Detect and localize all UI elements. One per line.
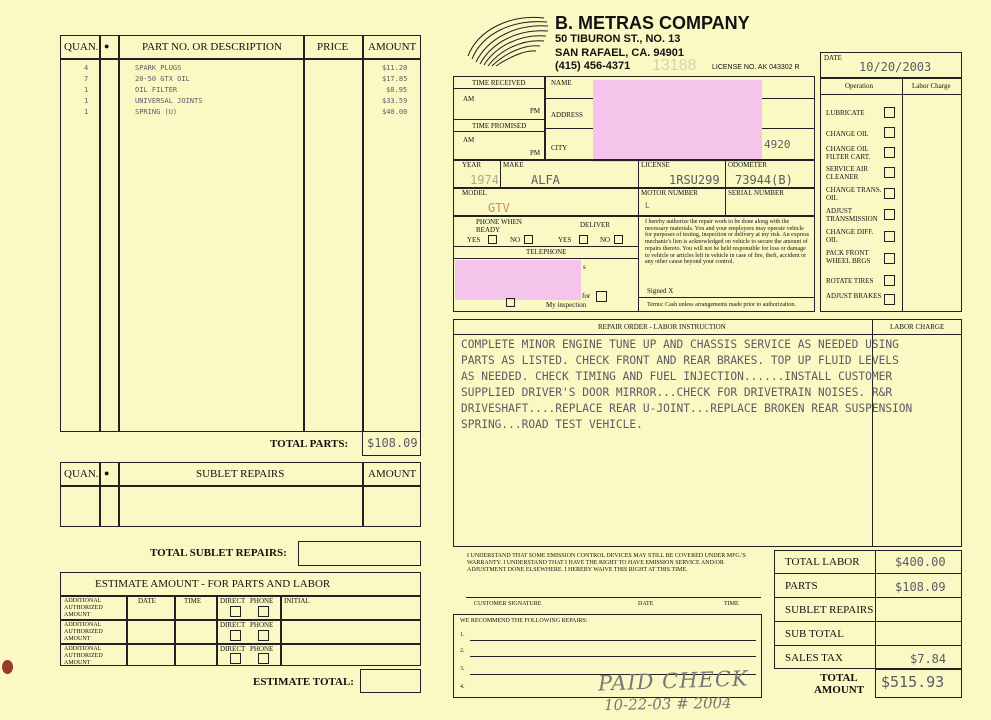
telephone-label: TELEPHONE [526,248,567,256]
model-value: GTV [488,201,510,215]
estimate-row-2-label: ADDITIONAL AUTHORIZED AMOUNT [64,622,103,642]
time-promised-am: AM [463,136,475,144]
make-value: ALFA [531,173,560,187]
repair-line-6: SPRING...ROAD TEST VEHICLE. [461,418,643,431]
estimate-row-3-label: ADDITIONAL AUTHORIZED AMOUNT [64,646,103,666]
make-label: MAKE [503,161,524,169]
repair-labor-charge-header: LABOR CHARGE [890,323,945,331]
deliver-label: DELIVER [580,221,610,229]
estimate-direct-checkbox-3[interactable] [230,653,241,664]
total-parts-value: $108.09 [367,436,418,450]
year-value: 1974 [470,173,499,187]
recommend-4: 4. [460,684,465,690]
signature-time-label: TIME [724,601,739,607]
estimate-direct-3: DIRECT [220,645,246,653]
sublet-header-dot: ● [104,468,110,478]
total-amount-value: $515.93 [881,673,945,691]
phone-yes-checkbox[interactable] [488,235,497,244]
second-checkbox[interactable] [506,298,515,307]
phone-no-label: NO [510,236,521,244]
estimate-total-box [360,669,421,693]
time-received-pm: PM [530,107,541,115]
estimate-total-label: ESTIMATE TOTAL: [253,676,354,688]
operation-change-oil: CHANGE OIL [826,130,869,138]
operation-diff-oil-checkbox[interactable] [884,231,895,242]
motor-number-value: L [645,201,650,210]
operation-air-cleaner-checkbox[interactable] [884,167,895,178]
emission-text: I UNDERSTAND THAT SOME EMISSION CONTROL DEVICES MAY STILL BE COVERED UNDER MFG.'S WARRANTY. I UNDERSTAND THAT I HAVE THE RIGHT TO HAVE EMISSION SERVICE AND/OR ADJUSTMENT DONE ELSEWHERE. I HEREBY WAIVE THIS RIGHT AT THIS TIME. [467,553,746,573]
operation-adjust-trans: ADJUST TRANSMISSION [826,207,878,223]
estimate-phone-1: PHONE [250,597,274,605]
my-inspection-label: My inspection [546,301,587,309]
repair-line-3: AS NEEDED. CHECK TIMING AND FUEL INJECTION......INSTALL CUSTOMER [461,370,893,383]
parts-table [60,35,421,432]
motor-number-label: MOTOR NUMBER [641,189,698,197]
deliver-no-checkbox[interactable] [614,235,623,244]
address-label: ADDRESS [551,111,583,119]
city-label: CITY [551,144,568,152]
redacted-telephone [455,260,581,300]
invoice-number: 13188 [652,57,697,74]
operation-trans-oil-checkbox[interactable] [884,188,895,199]
date-value: 10/20/2003 [859,60,932,74]
estimate-time-header: TIME [184,597,202,605]
year-label: YEAR [462,161,482,169]
total-amount-label: TOTAL AMOUNT [813,672,865,697]
city-value: 4920 [764,138,791,151]
parts-header-desc: PART NO. OR DESCRIPTION [142,41,282,53]
handwritten-paid-check: PAID CHECK [597,666,750,696]
operation-oil-filter: CHANGE OIL FILTER CART. [826,145,871,161]
estimate-direct-2: DIRECT [220,621,246,629]
operation-adjust-brakes: ADJUST BRAKES [826,292,882,300]
date-label: DATE [824,54,842,62]
sales-tax-value: $7.84 [910,652,947,666]
operation-air-cleaner: SERVICE AIR CLEANER [826,165,869,181]
operation-trans-oil: CHANGE TRANS. OIL [826,186,882,202]
parts-row-1-quan: 7 [84,75,89,83]
repair-order-header: REPAIR ORDER - LABOR INSTRUCTION [598,323,726,331]
total-sublet-box [298,541,421,566]
totals-sublet-label: SUBLET REPAIRS [785,604,874,616]
parts-header-amount: AMOUNT [368,41,417,53]
telephone-fragment: s [583,263,586,271]
recommend-title: WE RECOMMEND THE FOLLOWING REPAIRS: [460,618,588,624]
parts-row-2-desc: OIL FILTER [135,86,178,94]
terms-text: Terms: Cash unless arrangements made prior to authorization. [647,302,796,308]
repair-line-1: COMPLETE MINOR ENGINE TUNE UP AND CHASSIS SERVICE AS NEEDED USING [461,338,899,351]
sublet-header-desc: SUBLET REPAIRS [196,468,285,480]
parts-row-4-desc: SPRING (U) [135,108,178,116]
parts-row-3-desc: UNIVERSAL JOINTS [135,97,203,105]
operation-adjust-brakes-checkbox[interactable] [884,294,895,305]
operation-change-oil-checkbox[interactable] [884,127,895,138]
operation-diff-oil: CHANGE DIFF. OIL [826,228,874,244]
estimate-phone-checkbox-1[interactable] [258,606,269,617]
estimate-initial-header: INITIAL [284,597,310,605]
handwritten-date-check: 10-22-03 # 2004 [603,693,732,715]
time-promised-pm: PM [530,149,541,157]
shop-license: LICENSE NO. AK 043302 R [712,64,800,71]
signed-label: Signed X [647,287,674,295]
total-labor-label: TOTAL LABOR [785,556,860,568]
parts-row-0-amount: $11.20 [382,64,408,72]
operation-rotate-tires-checkbox[interactable] [884,275,895,286]
deliver-yes-checkbox[interactable] [579,235,588,244]
subtotal-label: SUB TOTAL [785,628,844,640]
parts-row-4-quan: 1 [84,108,89,116]
odometer-value: 73944(B) [735,173,793,187]
time-received-label: TIME RECEIVED [472,79,526,87]
company-logo-icon [462,14,552,74]
repair-line-2: PARTS AS LISTED. CHECK FRONT AND REAR BRAKES. TOP UP FLUID LEVELS [461,354,899,367]
parts-header-dot: ● [104,41,110,51]
parts-row-1-desc: 20-50 GTX OIL [135,75,190,83]
parts-row-2-quan: 1 [84,86,89,94]
odometer-label: ODOMETER [728,161,767,169]
phone-when-ready-label: PHONE WHEN READY [476,218,522,234]
name-label: NAME [551,79,572,87]
time-promised-label: TIME PROMISED [472,122,527,130]
ink-blot [2,660,13,674]
company-street: 50 TIBURON ST., NO. 13 [555,33,681,45]
estimate-direct-checkbox-1[interactable] [230,606,241,617]
estimate-direct-1: DIRECT [220,597,246,605]
total-parts-label: TOTAL PARTS: [270,438,349,450]
operation-lubricate: LUBRICATE [826,109,865,117]
estimate-title: ESTIMATE AMOUNT - FOR PARTS AND LABOR [95,578,331,590]
repair-line-4: SUPPLIED DRIVER'S DOOR MIRROR...CHECK FOR DRIVETRAIN NOISES. R&R [461,386,893,399]
operation-rotate-tires: ROTATE TIRES [826,277,874,285]
sublet-header-amount: AMOUNT [368,468,417,480]
operation-lubricate-checkbox[interactable] [884,107,895,118]
parts-row-0-quan: 4 [84,64,89,72]
parts-row-3-amount: $33.59 [382,97,408,105]
total-sublet-label: TOTAL SUBLET REPAIRS: [150,547,287,559]
company-phone: (415) 456-4371 [555,60,631,72]
parts-header-price: PRICE [317,41,349,53]
totals-parts-value: $108.09 [895,580,946,594]
time-received-am: AM [463,95,475,103]
estimate-direct-checkbox-2[interactable] [230,630,241,641]
total-labor-value: $400.00 [895,555,946,569]
sublet-header-quan: QUAN. [64,468,99,480]
phone-no-checkbox[interactable] [524,235,533,244]
operation-oil-filter-checkbox[interactable] [884,147,895,158]
for-label: for [582,292,591,300]
operation-adjust-trans-checkbox[interactable] [884,209,895,220]
license-label: LICENSE [641,161,670,169]
authorization-text: I hereby authorize the repair work to be done along with the necessary materials. You and your employees may operate vehicle for purposes of testing, inspection or delivery at my risk. An express mechanic's lien is acknowledged on vehicle to secure the amount of repairs thereto. You will not be held responsible for loss or damage to vehicle or articles left in vehicle in case of fire, theft, accident or any other cause beyond your control. [645,219,810,266]
serial-number-label: SERIAL NUMBER [728,189,784,197]
parts-header-quan: QUAN. [64,41,99,53]
deliver-no-label: NO [600,236,611,244]
estimate-phone-2: PHONE [250,621,274,629]
model-label: MODEL [462,189,487,197]
operations-header: Operation [845,82,873,90]
parts-row-0-desc: SPARK PLUGS [135,64,182,72]
company-name: B. METRAS COMPANY [555,13,750,33]
totals-parts-label: PARTS [785,580,818,592]
parts-row-4-amount: $40.00 [382,108,408,116]
recommend-3: 3. [460,666,465,672]
redacted-customer-info [593,80,762,162]
repair-line-5: DRIVESHAFT....REPLACE REAR U-JOINT...REPLACE BROKEN REAR SUSPENSION [461,402,913,415]
estimate-row-1-label: ADDITIONAL AUTHORIZED AMOUNT [64,598,103,618]
company-city: SAN RAFAEL, CA. 94901 [555,47,684,59]
phone-yes-label: YES [467,236,481,244]
operation-wheel-brgs-checkbox[interactable] [884,253,895,264]
sales-tax-label: SALES TAX [785,652,843,664]
deliver-yes-label: YES [558,236,572,244]
estimate-phone-3: PHONE [250,645,274,653]
estimate-phone-checkbox-3[interactable] [258,653,269,664]
labor-charge-header: Labor Charge [912,82,951,90]
parts-row-1-amount: $17.85 [382,75,408,83]
recommend-2: 2. [460,648,465,654]
estimate-phone-checkbox-2[interactable] [258,630,269,641]
signature-date-label: DATE [638,601,654,607]
parts-row-3-quan: 1 [84,97,89,105]
operation-wheel-brgs: PACK FRONT WHEEL BRGS [826,249,871,265]
license-value: 1RSU299 [669,173,720,187]
inspection-checkbox[interactable] [596,291,607,302]
recommend-1: 1. [460,632,465,638]
customer-signature-label: CUSTOMER SIGNATURE [474,601,542,607]
estimate-date-header: DATE [138,597,156,605]
parts-row-2-amount: $8.95 [386,86,408,94]
